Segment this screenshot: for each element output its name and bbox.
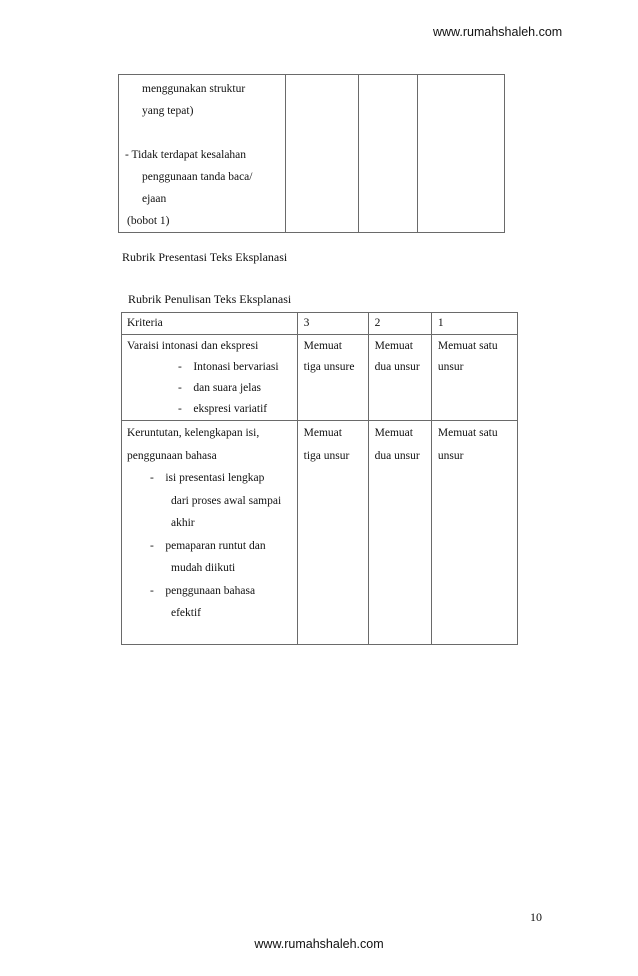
row2-item-cont: efektif bbox=[171, 607, 202, 619]
row2-item-cont: akhir bbox=[171, 517, 195, 529]
row1-item: - Intonasi bervariasi bbox=[178, 361, 279, 373]
row2-title: penggunaan bahasa bbox=[127, 449, 217, 462]
top-line: penggunaan tanda baca/ bbox=[142, 171, 253, 183]
row2-item: - pemaparan runtut dan bbox=[150, 539, 266, 552]
rubric-table bbox=[121, 312, 518, 645]
top-line: - Tidak terdapat kesalahan bbox=[125, 149, 247, 161]
header-url: www.rumahshaleh.com bbox=[433, 25, 563, 39]
top-table-cell-1 bbox=[417, 75, 504, 233]
top-table-cell-3 bbox=[285, 75, 358, 233]
row2-item: - isi presentasi lengkap bbox=[150, 472, 265, 484]
header-score-1: 1 bbox=[431, 313, 517, 335]
top-line: menggunakan struktur bbox=[142, 83, 246, 95]
section-title: Rubrik Presentasi Teks Eksplanasi bbox=[122, 250, 288, 264]
row2-criteria bbox=[122, 421, 298, 645]
row2-title: Keruntutan, kelengkapan isi, bbox=[127, 427, 260, 439]
row2-score-3: Memuat tiga unsur bbox=[297, 421, 368, 645]
row1-score-3: Memuat tiga unsure bbox=[297, 335, 368, 421]
row1-title: Varaisi intonasi dan ekspresi bbox=[127, 340, 259, 352]
footer-url: www.rumahshaleh.com bbox=[254, 937, 384, 951]
header-kriteria: Kriteria bbox=[122, 313, 298, 335]
top-table-criteria-cell bbox=[119, 75, 286, 233]
top-line: yang tepat) bbox=[142, 105, 194, 117]
header-score-3: 3 bbox=[297, 313, 368, 335]
row1-item: - dan suara jelas bbox=[178, 382, 262, 394]
row1-criteria bbox=[122, 335, 298, 421]
top-line: (bobot 1) bbox=[127, 215, 170, 227]
row1-item: - ekspresi variatif bbox=[178, 403, 268, 415]
row2-item-cont: mudah diikuti bbox=[171, 562, 236, 574]
table-title: Rubrik Penulisan Teks Eksplanasi bbox=[128, 292, 292, 306]
page-number: 10 bbox=[530, 910, 542, 924]
top-table bbox=[118, 74, 505, 233]
header-score-2: 2 bbox=[368, 313, 431, 335]
top-table-cell-2 bbox=[358, 75, 417, 233]
row1-score-2: Memuat dua unsur bbox=[368, 335, 431, 421]
row2-item-cont: dari proses awal sampai bbox=[171, 494, 282, 507]
row2-item: - penggunaan bahasa bbox=[150, 584, 256, 597]
row1-score-1: Memuat satu unsur bbox=[431, 335, 517, 421]
top-line: ejaan bbox=[142, 193, 167, 205]
row2-score-1: Memuat satu unsur bbox=[431, 421, 517, 645]
row2-score-2: Memuat dua unsur bbox=[368, 421, 431, 645]
